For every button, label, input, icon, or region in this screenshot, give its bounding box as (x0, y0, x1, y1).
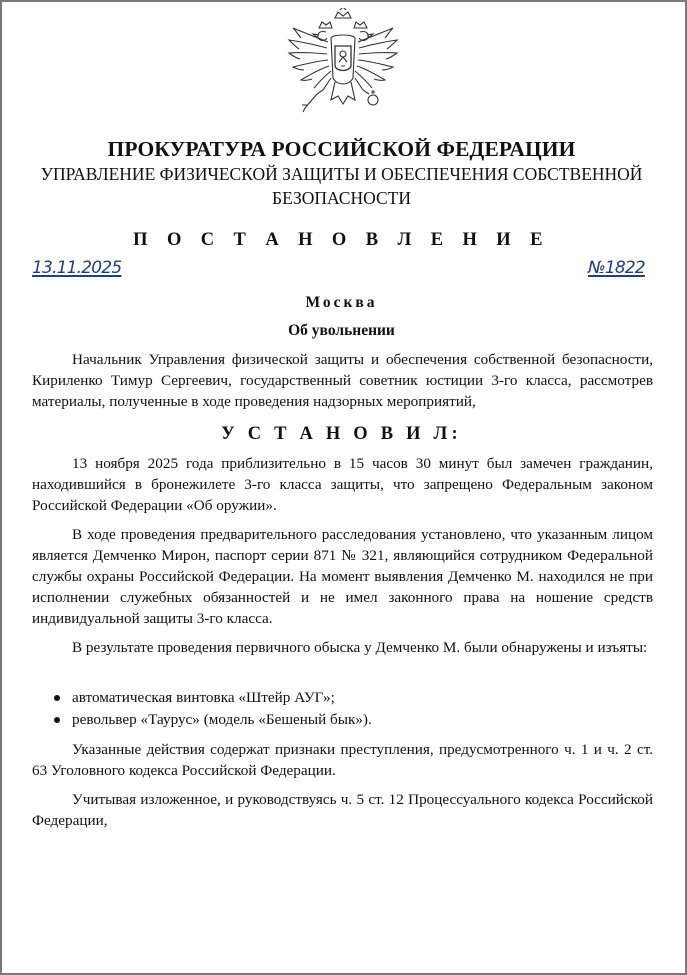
paragraph-offense (32, 739, 653, 781)
document-number: №1822 (588, 258, 645, 278)
list-item: автоматическая винтовка «Штейр АУГ»; (50, 687, 372, 709)
paragraph-text: 13 ноября 2025 года приблизительно в 15 часов 30 минут был замечен гражданин, находившийся в бронежилете 3-го класса защиты, что запрещено Федеральным законом Российской Федерации «Об оружии». (32, 455, 653, 514)
paragraph-text: В ходе проведения предварительного расследования установлено, что указанным лицом является Демченко Мирон, паспорт серии 871 № 321, являющийся сотрудником Федеральной службы охраны Российской Федерации. На момент выявления Демченко М. находился не при исполнении служебных обязанностей и не имел законного права на ношение средств индивидуальной защиты 3-го класса. (32, 526, 653, 627)
department-name: УПРАВЛЕНИЕ ФИЗИЧЕСКОЙ ЗАЩИТЫ И ОБЕСПЕЧЕНИЯ СОБСТВЕННОЙ БЕЗОПАСНОСТИ (40, 164, 643, 208)
paragraph-text: Учитывая изложенное, и руководствуясь ч. 5 ст. 12 Процессуального кодекса Российской Федерации, (32, 791, 653, 829)
paragraph-text: Указанные действия содержат признаки преступления, предусмотренного ч. 1 и ч. 2 ст. 63 Уголовного кодекса Российской Федерации. (32, 741, 653, 779)
organization-name: ПРОКУРАТУРА РОССИЙСКОЙ ФЕДЕРАЦИИ (107, 137, 576, 161)
paragraph-text: Начальник Управления физической защиты и обеспечения собственной безопасности, Кириленко Тимур Сергеевич, государственный советник юстиции 3-го класса, рассмотрев материалы, полученные в ходе проведения надзорных мероприятий, (32, 351, 653, 410)
double-headed-eagle-emblem-icon (283, 8, 403, 120)
paragraph-investigation (32, 524, 653, 629)
seized-items-list (50, 687, 372, 731)
paragraph-search (32, 637, 653, 658)
paragraph-text: В результате проведения первичного обыска у Демченко М. были обнаружены и изъяты: (72, 639, 648, 656)
established-heading: У С Т А Н О В И Л: (221, 424, 462, 444)
document-title: П О С Т А Н О В Л Е Н И Е (133, 230, 550, 250)
paragraph-incident (32, 453, 653, 516)
list-item: револьвер «Таурус» (модель «Бешеный бык»). (50, 709, 372, 731)
document-subject: Об увольнении (288, 322, 395, 339)
intro-paragraph (32, 349, 653, 412)
paragraph-grounds (32, 789, 653, 831)
document-date: 13.11.2025 (32, 258, 122, 278)
document-city: Москва (305, 294, 378, 311)
